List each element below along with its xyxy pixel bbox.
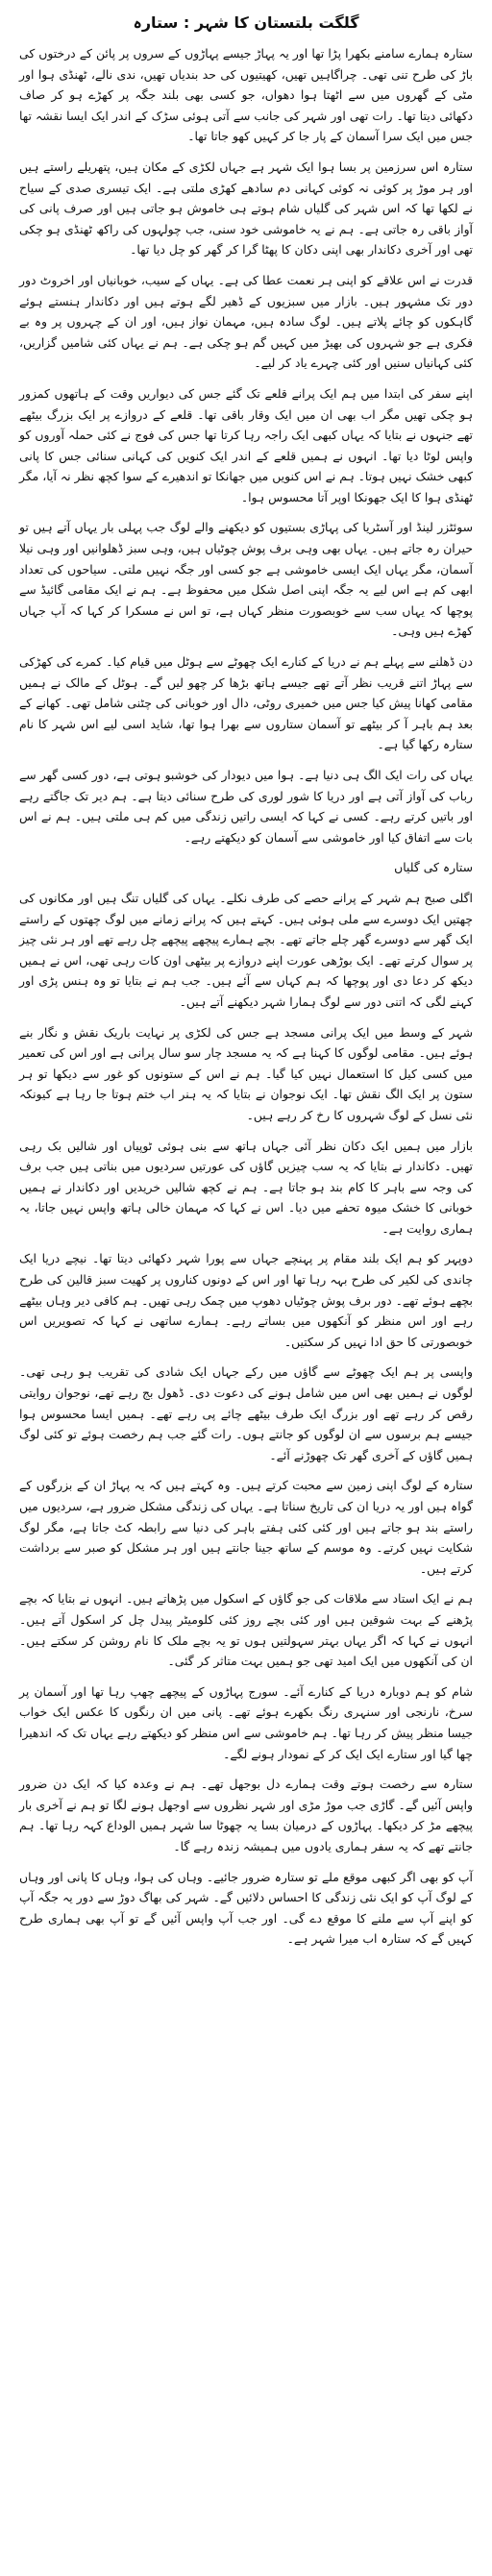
paragraph: شہر کے وسط میں ایک پرانی مسجد ہے جس کی لکڑی پر نہایت باریک نقش و نگار بنے ہوئے ہیں۔ مقامی لوگوں کا کہنا ہے کہ یہ مسجد چار سو سال پرانی ہے اور اس کی تعمیر میں کسی کیل کا استعمال نہیں کیا گیا۔ ہم نے اس کے ستونوں کو غور سے دیکھا تو ہر ستون پر ایک الگ نقش تھا۔ ایک نوجوان نے بتایا کہ یہ ہنر اب ختم ہوتا جا رہا ہے کیونکہ نئی نسل کے لوگ شہروں کا رخ کر رہے ہیں۔ bbox=[19, 1024, 473, 1122]
paragraph: قدرت نے اس علاقے کو اپنی ہر نعمت عطا کی ہے۔ یہاں کے سیب، خوبانیاں اور اخروٹ دور دور تک مشہور ہیں۔ بازار میں سبزیوں کے ڈھیر لگے ہوتے ہیں اور دکاندار ہنستے ہوئے گاہکوں کو چائے پلاتے ہیں۔ لوگ سادہ ہیں، مہمان نواز ہیں، اور ان کے چہروں پر وہ بے فکری ہے جو شہروں کی بھیڑ میں کہیں گم ہو چکی ہے۔ ہم نے یہاں کئی شامیں گزاریں، کئی کہانیاں سنیں اور کئی چہرے یاد کر لیے۔ bbox=[19, 272, 473, 371]
article-title: گلگت بلتستان کا شہر : ستارہ bbox=[133, 13, 359, 32]
paragraph: یہاں کی رات ایک الگ ہی دنیا ہے۔ ہوا میں دیودار کی خوشبو ہوتی ہے، دور کسی گھر سے رباب کی آواز آتی ہے اور دریا کا شور لوری کی طرح سنائی دیتا ہے۔ ہم دیر تک جاگتے رہے اور باتیں کرتے رہے۔ کسی نے کہا کہ ایسی راتیں زندگی میں کم ہی ملتی ہیں۔ ہم نے اس بات سے اتفاق کیا اور خاموشی سے آسمان کو دیکھتے رہے۔ bbox=[19, 768, 473, 845]
paragraph: آپ کو بھی اگر کبھی موقع ملے تو ستارہ ضرور جائیے۔ وہاں کی ہوا، وہاں کا پانی اور وہاں کے لوگ آپ کو ایک نئی زندگی کا احساس دلائیں گے۔ شہر کی بھاگ دوڑ سے دور یہ جگہ آپ کو اپنے آپ سے ملنے کا موقع دے گی۔ اور جب آپ واپس آئیں گے تو آپ بھی ہماری طرح کہیں گے کہ ستارہ اب میرا شہر ہے۔ bbox=[19, 1869, 473, 1947]
paragraph: سوئٹزر لینڈ اور آسٹریا کی پہاڑی بستیوں کو دیکھنے والے لوگ جب پہلی بار یہاں آتے ہیں تو حیران رہ جاتے ہیں۔ یہاں بھی وہی برف پوش چوٹیاں ہیں، وہی سبز ڈھلوانیں اور وہی نیلا آسمان، مگر یہاں ایک ایسی خاموشی ہے جو کسی اور جگہ نہیں ملتی۔ سیاحوں کی تعداد ابھی کم ہے اس لیے یہ جگہ اپنی اصل شکل میں محفوظ ہے۔ ہم نے ایک مقامی گائیڈ سے پوچھا کہ یہاں سب سے خوبصورت منظر کہاں ہے، تو اس نے مسکرا کر کہا کہ آپ جہاں کھڑے ہیں وہی۔ bbox=[19, 520, 473, 639]
paragraph: ہم نے ایک استاد سے ملاقات کی جو گاؤں کے اسکول میں پڑھاتے ہیں۔ انہوں نے بتایا کہ بچے پڑھنے کے بہت شوقین ہیں اور کئی بچے روز کئی کلومیٹر پیدل چل کر اسکول آتے ہیں۔ انہوں نے کہا کہ اگر یہاں بہتر سہولتیں ہوں تو یہ بچے ملک کا نام روشن کر سکتے ہیں۔ ان کی آنکھوں میں ایک امید تھی جو ہمیں بہت متاثر کر گئی۔ bbox=[19, 1591, 473, 1669]
paragraph: شام کو ہم دوبارہ دریا کے کنارے آئے۔ سورج پہاڑوں کے پیچھے چھپ رہا تھا اور آسمان پر سرخ، نارنجی اور سنہری رنگ بکھرے ہوئے تھے۔ پانی میں ان رنگوں کا عکس ایک خواب جیسا منظر پیش کر رہا تھا۔ ہم خاموشی سے اس منظر کو دیکھتے رہے یہاں تک کہ اندھیرا چھا گیا اور ستارے ایک ایک کر کے نمودار ہونے لگے۔ bbox=[19, 1683, 473, 1761]
paragraph: واپسی پر ہم ایک چھوٹے سے گاؤں میں رکے جہاں ایک شادی کی تقریب ہو رہی تھی۔ لوگوں نے ہمیں بھی اس میں شامل ہونے کی دعوت دی۔ ڈھول بج رہے تھے، نوجوان روایتی رقص کر رہے تھے اور بزرگ ایک طرف بیٹھے چائے پی رہے تھے۔ ہمیں ایسا محسوس ہوا جیسے ہم برسوں سے ان لوگوں کو جانتے ہوں۔ رات گئے جب ہم رخصت ہوئے تو کئی لوگ ہمیں گاؤں کے آخری گھر تک چھوڑنے آئے۔ bbox=[19, 1364, 473, 1462]
paragraph: دوپہر کو ہم ایک بلند مقام پر پہنچے جہاں سے پورا شہر دکھائی دیتا تھا۔ نیچے دریا ایک چاندی کی لکیر کی طرح بہہ رہا تھا اور اس کے دونوں کناروں پر کھیت سبز قالین کی طرح بچھے ہوئے تھے۔ دور برف پوش چوٹیاں دھوپ میں چمک رہی تھیں۔ ہم کافی دیر وہاں بیٹھے رہے اور اس منظر کو آنکھوں میں بساتے رہے۔ ہمارے ساتھی نے کہا کہ تصویریں اس خوبصورتی کا حق ادا نہیں کر سکتیں۔ bbox=[19, 1251, 473, 1349]
paragraph: ستارہ کے لوگ اپنی زمین سے محبت کرتے ہیں۔ وہ کہتے ہیں کہ یہ پہاڑ ان کے بزرگوں کے گواہ ہیں اور یہ دریا ان کی تاریخ سناتا ہے۔ یہاں کی زندگی مشکل ضرور ہے، سردیوں میں راستے بند ہو جاتے ہیں اور کئی کئی ہفتے باہر کی دنیا سے رابطہ کٹ جاتا ہے، مگر لوگ شکایت نہیں کرتے۔ وہ موسم کے ساتھ جینا جانتے ہیں اور ہر مشکل کو صبر سے برداشت کرتے ہیں۔ bbox=[19, 1478, 473, 1576]
article-body bbox=[19, 43, 473, 1950]
paragraph: اگلی صبح ہم شہر کے پرانے حصے کی طرف نکلے۔ یہاں کی گلیاں تنگ ہیں اور مکانوں کی چھتیں ایک دوسرے سے ملی ہوئی ہیں۔ کہتے ہیں کہ پرانے زمانے میں لوگ چھتوں کے راستے ایک گھر سے دوسرے گھر چلے جاتے تھے۔ بچے ہمارے پیچھے پیچھے چل رہے تھے اور ہر نئی چیز پر سوال کرتے تھے۔ ایک بوڑھی عورت اپنے دروازے پر بیٹھی اون کات رہی تھی، اس نے ہمیں دیکھ کر دعا دی اور پوچھا کہ ہم کہاں سے آئے ہیں۔ جب ہم نے بتایا تو وہ ہنس پڑی اور کہنے لگی کہ اتنی دور سے لوگ ہمارا شہر دیکھنے آتے ہیں۔ bbox=[19, 890, 473, 1009]
paragraph: ستارہ اس سرزمین پر بسا ہوا ایک شہر ہے جہاں لکڑی کے مکان ہیں، پتھریلے راستے ہیں اور ہر موڑ پر کوئی نہ کوئی کہانی دم سادھے کھڑی ملتی ہے۔ ایک تیسری صدی کے سیاح نے لکھا تھا کہ اس شہر کی گلیاں شام ہوتے ہی خاموش ہو جاتی ہیں اور صرف پانی کی آواز باقی رہ جاتی ہے۔ ہم نے یہ خاموشی خود سنی، جب چولہوں کی راکھ ٹھنڈی ہو چکی تھی اور آخری دکاندار بھی اپنی دکان کا پھٹا گرا کر گھر کو چل دیا تھا۔ bbox=[19, 159, 473, 258]
paragraph: ستارہ سے رخصت ہوتے وقت ہمارے دل بوجھل تھے۔ ہم نے وعدہ کیا کہ ایک دن ضرور واپس آئیں گے۔ گاڑی جب موڑ مڑی اور شہر نظروں سے اوجھل ہونے لگا تو ہم نے آخری بار پیچھے مڑ کر دیکھا۔ پہاڑوں کے درمیان بسا یہ چھوٹا سا شہر ہمیں الوداع کہہ رہا تھا۔ ہم جانتے تھے کہ یہ سفر ہماری یادوں میں ہمیشہ زندہ رہے گا۔ bbox=[19, 1777, 473, 1853]
paragraph: ستارہ کی گلیاں bbox=[394, 860, 473, 875]
paragraph: ستارہ ہمارے سامنے بکھرا پڑا تھا اور یہ پہاڑ جیسے پہاڑوں کے سروں پر پائن کے درختوں کی باڑ کی طرح تنی تھی۔ چراگاہیں تھیں، کھیتیوں کی حد بندیاں تھیں، ندی نالے، ٹھنڈی ہوا اور مٹی کے گھروں میں سے اٹھتا ہوا دھواں، جو کسی بھی بلند جگہ پر کھڑے ہو کر صاف دکھائی دیتا تھا۔ رات تھی اور شہر کی جانب سے آتی ہوئی سڑک کے اندر ایک ایسا نقشہ تھا جس میں ایک سرا آسمان کے پار جا کر کہیں کھو جاتا تھا۔ bbox=[19, 46, 473, 144]
paragraph: دن ڈھلنے سے پہلے ہم نے دریا کے کنارے ایک چھوٹے سے ہوٹل میں قیام کیا۔ کمرے کی کھڑکی سے پہاڑ اتنے قریب نظر آتے تھے جیسے ہاتھ بڑھا کر چھو لیں گے۔ ہوٹل کے مالک نے ہمیں مقامی کھانا پیش کیا جس میں خمیری روٹی، دال اور خوبانی کی چٹنی شامل تھی۔ کھانے کے بعد ہم باہر آ کر بیٹھے تو آسمان ستاروں سے بھرا ہوا تھا، شاید اسی لیے اس شہر کا نام ستارہ رکھا گیا ہے۔ bbox=[19, 654, 473, 752]
paragraph: اپنے سفر کی ابتدا میں ہم ایک پرانے قلعے تک گئے جس کی دیواریں وقت کے ہاتھوں کمزور ہو چکی تھیں مگر اب بھی ان میں ایک وقار باقی تھا۔ قلعے کے دروازے پر ایک بزرگ بیٹھے تھے جنہوں نے بتایا کہ یہاں کبھی ایک راجہ رہا کرتا تھا جس کی فوج نے کئی حملہ آوروں کو واپس لوٹا دیا تھا۔ انہوں نے ہمیں قلعے کے اندر ایک کنویں کی کہانی سنائی جس کا پانی کبھی خشک نہیں ہوتا۔ ہم نے اس کنویں میں جھانکا تو اندھیرے کے سوا کچھ نظر نہ آیا، مگر ٹھنڈی ہوا کا ایک جھونکا اوپر آتا محسوس ہوا۔ bbox=[19, 385, 473, 504]
paragraph: بازار میں ہمیں ایک دکان نظر آئی جہاں ہاتھ سے بنی ہوئی ٹوپیاں اور شالیں بک رہی تھیں۔ دکاندار نے بتایا کہ یہ سب چیزیں گاؤں کی عورتیں سردیوں میں بناتی ہیں جب برف کی وجہ سے باہر کا کام بند ہو جاتا ہے۔ ہم نے کچھ شالیں خریدیں اور دکاندار نے ہمیں خوبانی کا خشک میوہ تحفے میں دیا۔ اس نے کہا کہ مہمان خالی ہاتھ واپس نہیں جاتا، یہ ہماری روایت ہے۔ bbox=[19, 1138, 473, 1236]
